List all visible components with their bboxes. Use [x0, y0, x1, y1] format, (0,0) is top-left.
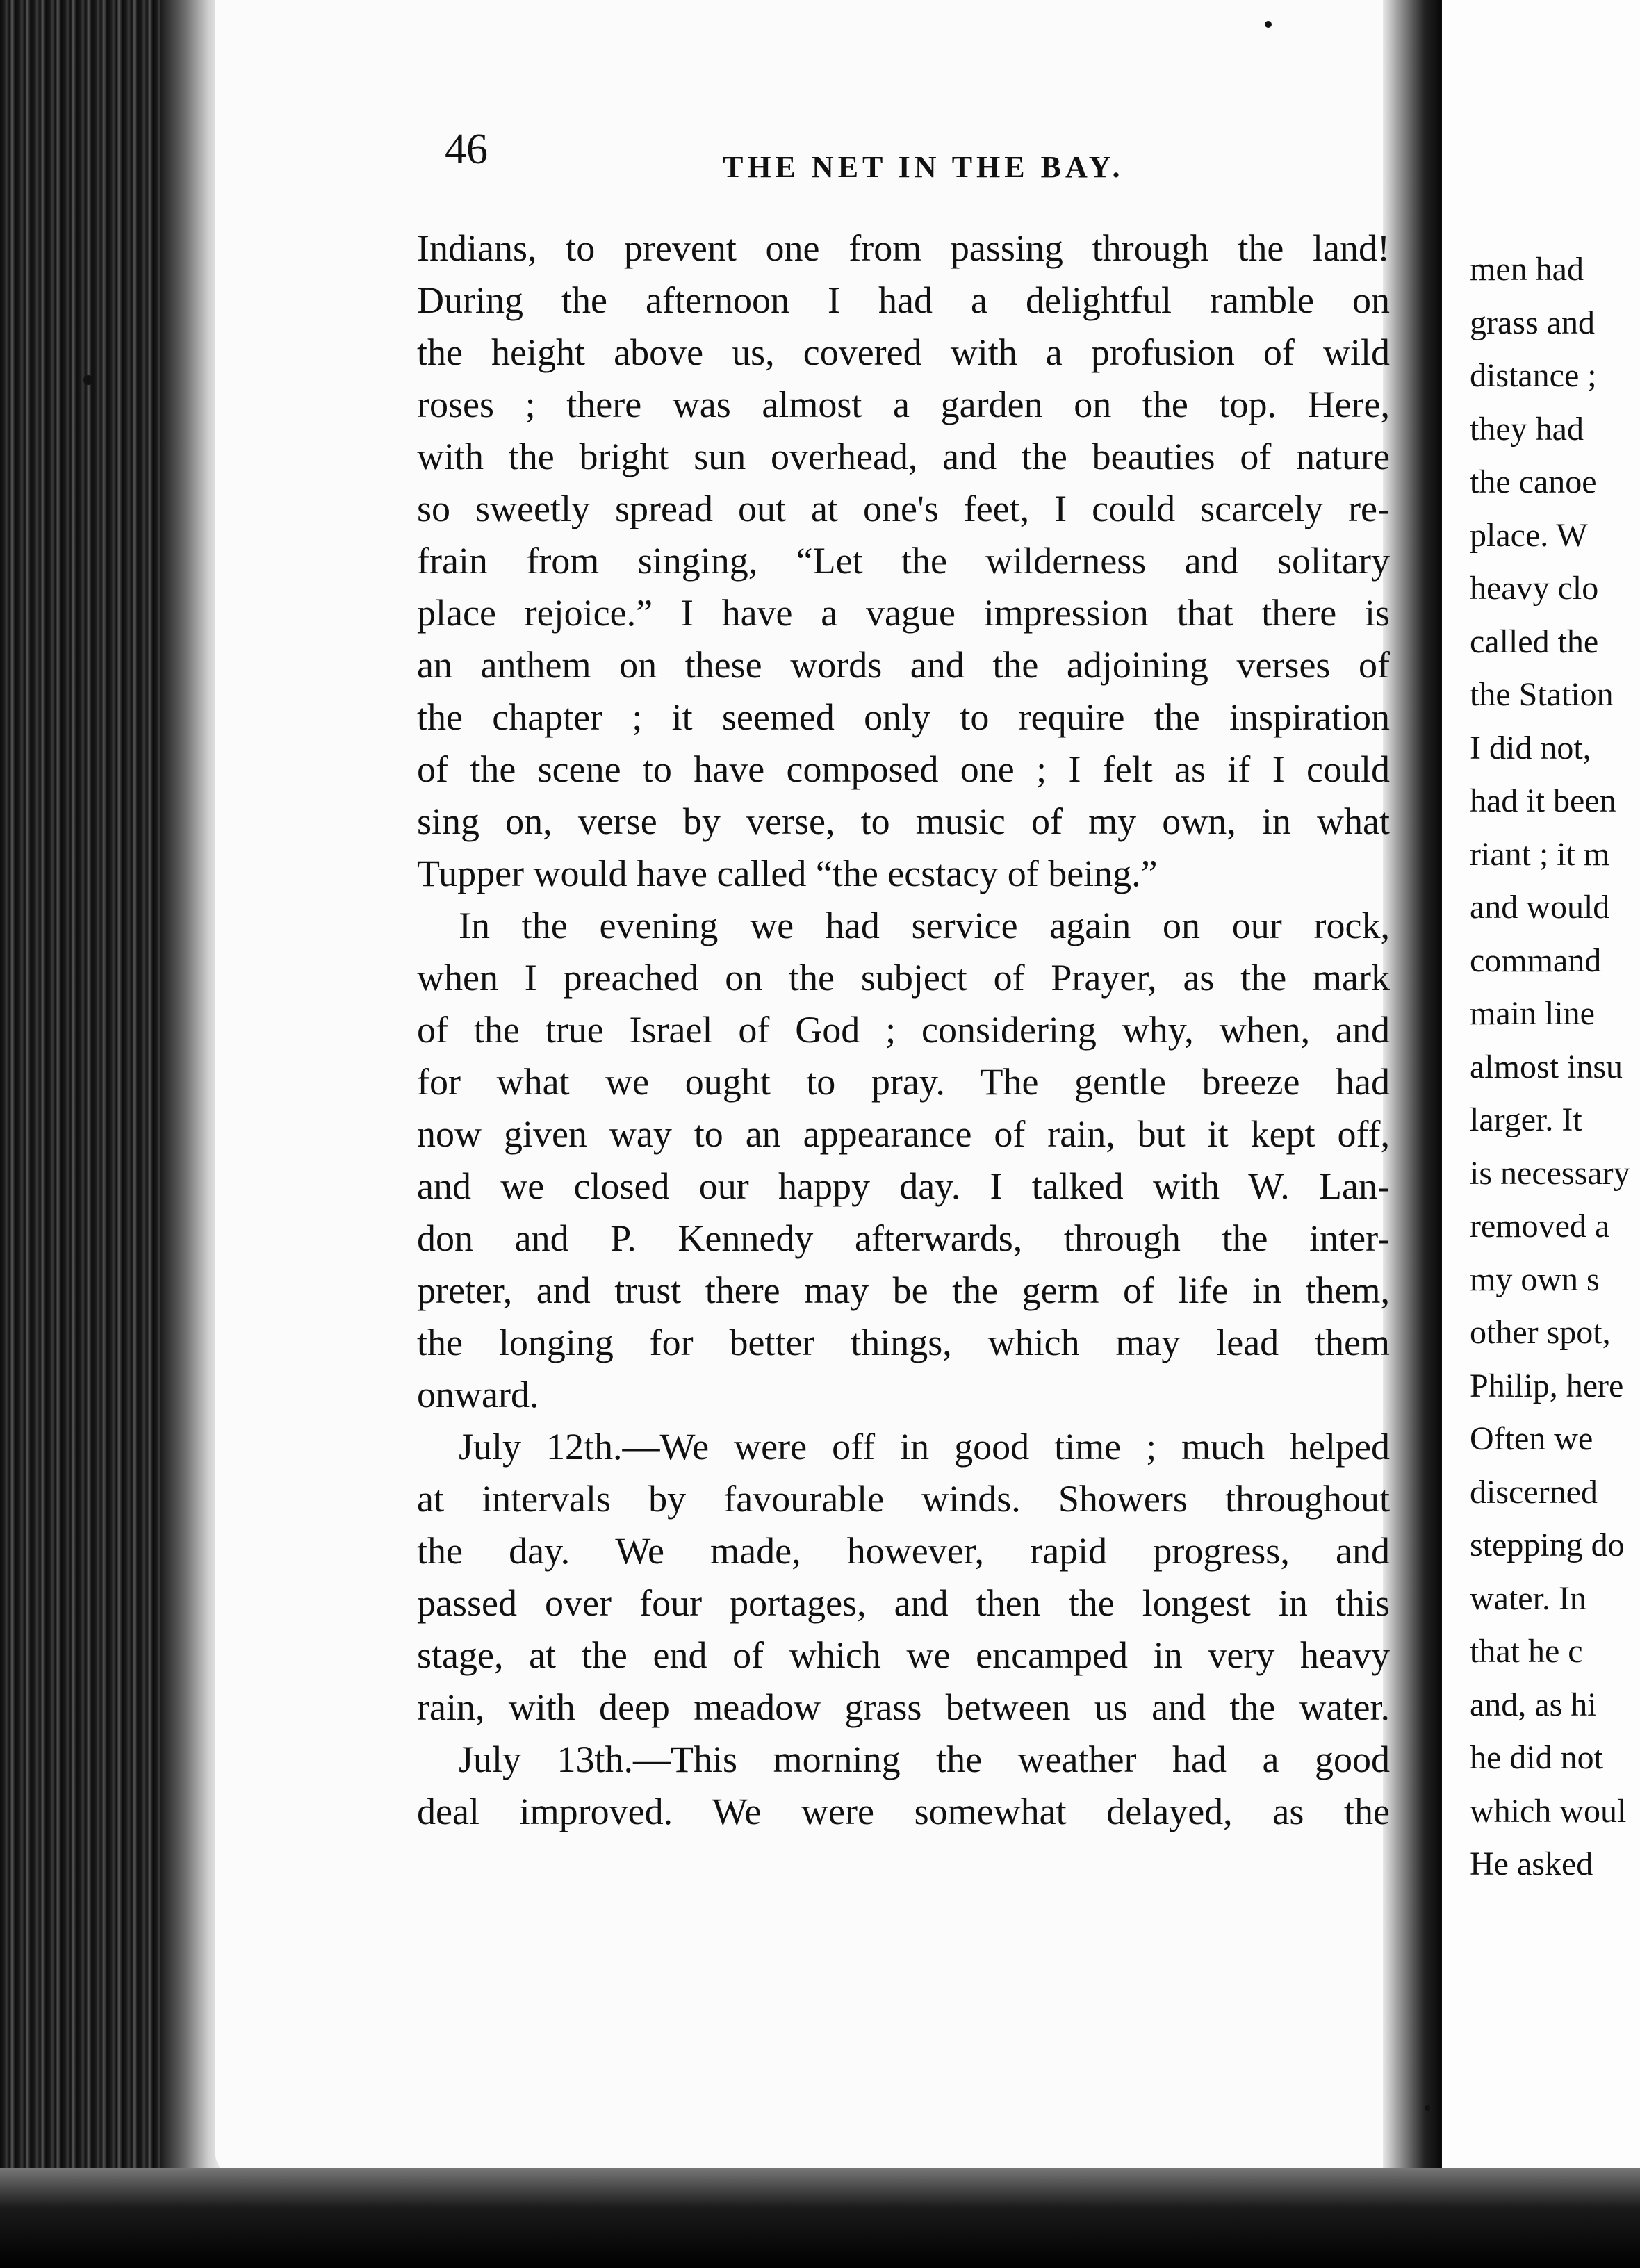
text-line: During the afternoon I had a delightful ramble on [417, 279, 1390, 321]
ink-speck [1265, 21, 1272, 28]
text-line: command [1470, 942, 1602, 979]
text-line: discerned [1470, 1473, 1598, 1511]
ink-speck [1425, 2105, 1430, 2111]
text-line: rain, with deep meadow grass between us and the water. [417, 1686, 1390, 1728]
text-line: so sweetly spread out at one's feet, I could scarcely re- [417, 488, 1390, 529]
text-line: they had [1470, 410, 1584, 447]
text-line: and would [1470, 889, 1610, 926]
text-line: the canoe [1470, 463, 1597, 500]
text-line: the height above us, covered with a profusion of wild [417, 331, 1390, 373]
text-line: In the evening we had service again on our rock, [459, 905, 1390, 946]
text-line: and we closed our happy day. I talked with W. Lan- [417, 1165, 1390, 1207]
text-line: of the true Israel of God ; considering why, when, and [417, 1009, 1390, 1051]
text-line: roses ; there was almost a garden on the top. Here, [417, 384, 1390, 425]
text-line: distance ; [1470, 357, 1597, 394]
text-line: Tupper would have called “the ecstacy of being.” [417, 853, 1158, 894]
text-line: which woul [1470, 1792, 1627, 1830]
text-line: when I preached on the subject of Prayer, as the mark [417, 957, 1390, 999]
text-line: place. W [1470, 516, 1588, 554]
text-line: almost insu [1470, 1048, 1623, 1085]
text-line: onward. [417, 1374, 539, 1415]
text-line: men had [1470, 251, 1584, 288]
text-line: grass and [1470, 304, 1595, 341]
text-line: that he c [1470, 1633, 1583, 1670]
text-line: preter, and trust there may be the germ of life in them, [417, 1269, 1390, 1311]
text-line: heavy clo [1470, 570, 1599, 607]
page-number: 46 [445, 126, 488, 173]
text-line: sing on, verse by verse, to music of my own, in what [417, 800, 1390, 842]
text-line: and, as hi [1470, 1686, 1597, 1723]
text-line: for what we ought to pray. The gentle breeze had [417, 1061, 1390, 1103]
text-line: he did not [1470, 1739, 1603, 1776]
text-line: water. In [1470, 1579, 1586, 1617]
text-line: now given way to an appearance of rain, but it kept off, [417, 1113, 1390, 1155]
text-line: had it been [1470, 782, 1616, 819]
scan-bottom-border [0, 2168, 1640, 2268]
text-line: the longing for better things, which may lead them [417, 1322, 1390, 1363]
text-line: other spot, [1470, 1314, 1611, 1351]
text-line: with the bright sun overhead, and the beauties of nature [417, 436, 1390, 477]
text-line: Often we [1470, 1420, 1593, 1457]
text-line: Philip, here [1470, 1367, 1624, 1404]
text-line: called the [1470, 623, 1599, 660]
text-line: the day. We made, however, rapid progress, and [417, 1530, 1390, 1572]
ink-speck [83, 375, 93, 385]
text-line: larger. It [1470, 1101, 1582, 1138]
text-line: my own s [1470, 1260, 1600, 1298]
text-line: passed over four portages, and then the longest in this [417, 1582, 1390, 1624]
text-line: the chapter ; it seemed only to require the inspiration [417, 696, 1390, 738]
text-line: don and P. Kennedy afterwards, through the inter- [417, 1217, 1390, 1259]
text-line: July 13th.—This morning the weather had a good [459, 1739, 1390, 1780]
text-line: deal improved. We were somewhat delayed, as the [417, 1791, 1390, 1832]
text-line: an anthem on these words and the adjoining verses of [417, 644, 1390, 686]
text-line: frain from singing, “Let the wilderness and solitary [417, 540, 1390, 582]
left-page-body [417, 222, 1390, 1838]
text-line: Indians, to prevent one from passing through the land! [417, 227, 1390, 269]
text-line: is necessary [1470, 1154, 1630, 1192]
running-head: THE NET IN THE BAY. [723, 150, 1124, 184]
right-page-body [1470, 243, 1640, 1891]
text-line: riant ; it m [1470, 835, 1610, 873]
text-line: main line [1470, 995, 1595, 1032]
text-line: of the scene to have composed one ; I felt as if I could [417, 748, 1390, 790]
text-line: removed a [1470, 1208, 1610, 1244]
text-line: place rejoice.” I have a vague impression that there is [417, 592, 1390, 634]
text-line: I did not, [1470, 729, 1591, 766]
text-line: at intervals by favourable winds. Showers throughout [417, 1478, 1390, 1520]
text-line: the Station [1470, 676, 1614, 713]
text-line: stage, at the end of which we encamped in very heavy [417, 1634, 1390, 1676]
text-line: stepping do [1470, 1527, 1625, 1563]
text-line: July 12th.—We were off in good time ; much helped [459, 1426, 1390, 1468]
text-line: He asked [1470, 1846, 1593, 1882]
